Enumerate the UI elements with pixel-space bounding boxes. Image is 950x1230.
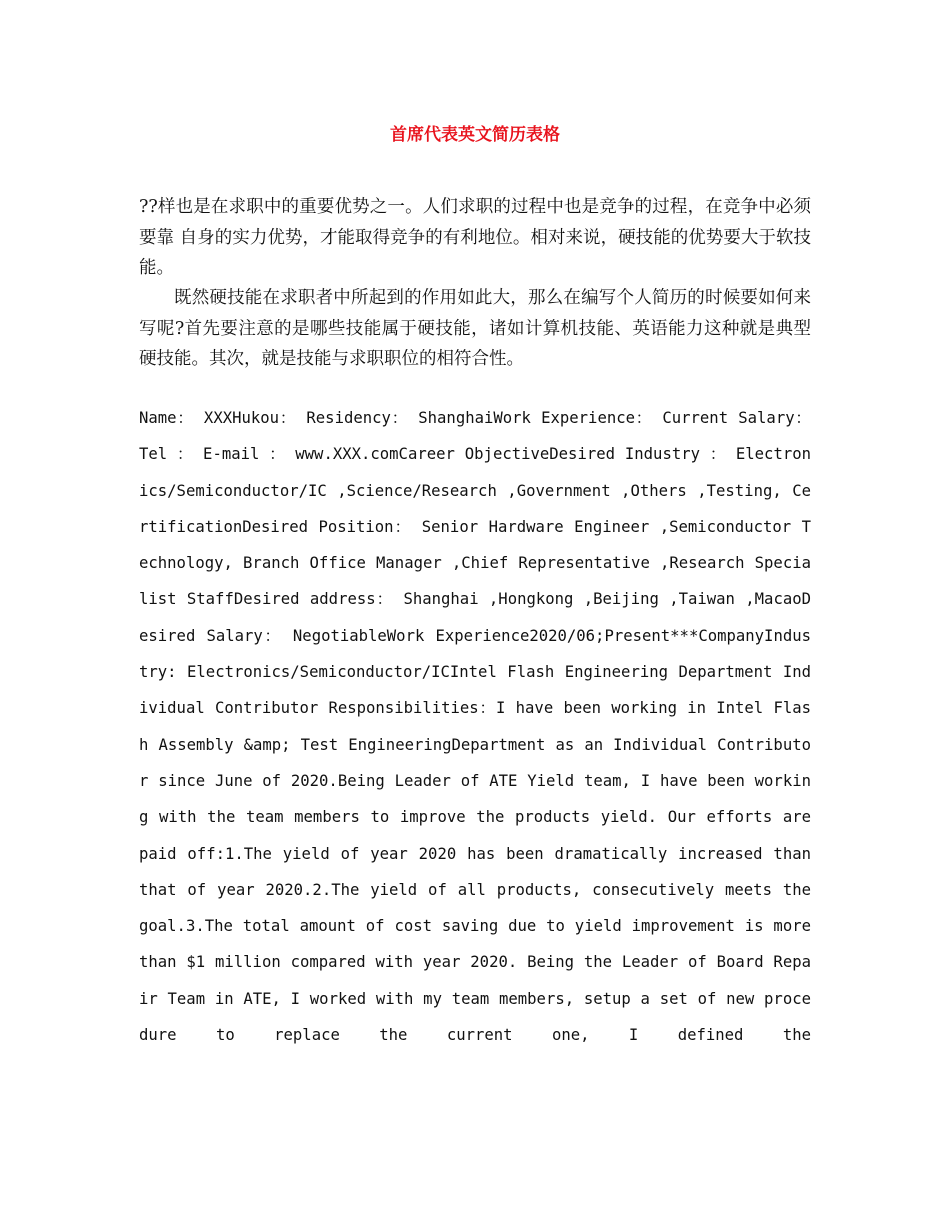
- hard-skills-paragraph: 既然硬技能在求职者中所起到的作用如此大，那么在编写个人简历的时候要如何来写呢?首先要注意的是哪些技能属于硬技能，诸如计算机技能、英语能力这种就是典型硬技能。其次，就是技能与求职职位的相符合性。: [139, 288, 811, 369]
- intro-paragraph: ??样也是在求职中的重要优势之一。人们求职的过程中也是竞争的过程，在竞争中必须要靠 自身的实力优势，才能取得竞争的有利地位。相对来说，硬技能的优势要大于软技能。: [139, 197, 811, 278]
- document-title: 首席代表英文简历表格: [390, 125, 560, 145]
- resume-body-text: Name： XXXHukou： Residency： ShanghaiWork Experience： Current Salary： Tel ： E-mail ： www.XXX.comCareer ObjectiveDesired Industry ： Electronics/Semiconductor/IC ,Science/Research ,Government ,Others ,Testing, CertificationDesired Position： Senior Hardware Engineer ,Semiconductor Technology, Branch Office Manager ,Chief Representative ,Research Specialist StaffDesired address： Shanghai ,Hongkong ,Beijing ,Taiwan ,MacaoDesired Salary： NegotiableWork Experience2020/06;Present***CompanyIndustry: Electronics/Semiconductor/ICIntel Flash Engineering Department Individual Contributor Responsibilities：I have been working in Intel Flash Assembly &amp; Test EngineeringDepartment as an Individual Contributor since June of 2020.Being Leader of ATE Yield team, I have been working with the team members to improve the products yield. Our efforts are paid off:1.The yield of year 2020 has been dramatically increased than that of year 2020.2.The yield of all products, consecutively meets the goal.3.The total amount of cost saving due to yield improvement is more than $1 million compared with year 2020. Being the Leader of Board Repair Team in ATE, I worked with my team members, setup a set of new procedure to replace the current one, I defined the: [139, 409, 811, 1045]
